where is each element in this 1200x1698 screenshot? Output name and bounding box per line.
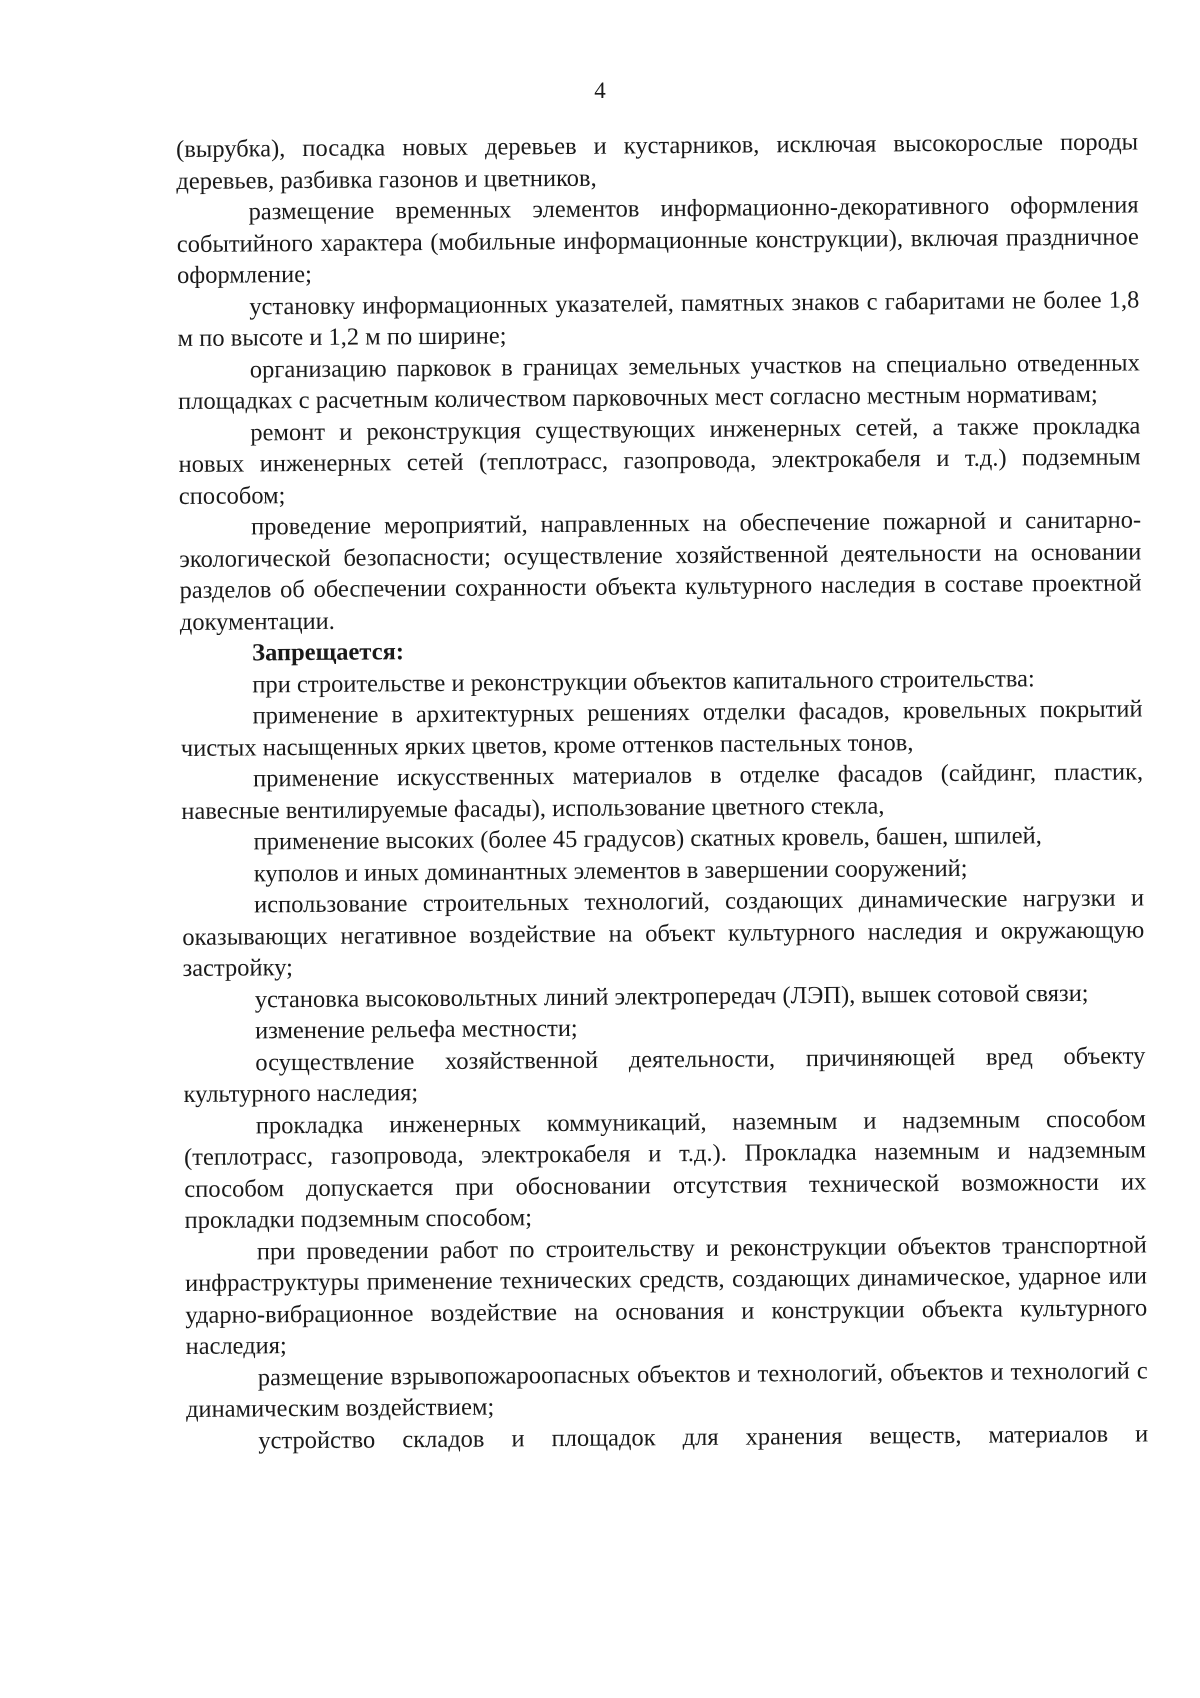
section-heading: Запрещается: bbox=[251, 638, 405, 667]
paragraph: куполов и иных доминантных элементов в завершении сооружений; bbox=[253, 854, 968, 887]
paragraph: осуществление хозяйственной деятельности, причиняющей вред объекту культурного наследия; bbox=[183, 1041, 1146, 1108]
paragraph: установку информационных указателей, памятных знаков с габаритами не более 1,8 м по высоте и 1,2 м по ширине; bbox=[177, 285, 1140, 352]
paragraph: организацию парковок в границах земельных участков на специально отведенных площадках с расчетным количеством парковочных мест согласно местным нормативам; bbox=[177, 348, 1140, 415]
document-body bbox=[176, 126, 1148, 1457]
paragraph: применение высоких (более 45 градусов) скатных кровель, башен, шпилей, bbox=[253, 822, 1042, 856]
page-number: 4 bbox=[594, 78, 606, 103]
paragraph: при проведении работ по строительству и реконструкции объектов транспортной инфраструктуры применение технических средств, создающих динамическое, ударное или ударно-вибрационное воздействие на основания и конструкции объекта культурного наследия; bbox=[184, 1230, 1148, 1360]
paragraph: изменение рельефа местности; bbox=[254, 1014, 578, 1045]
paragraph: установка высоковольтных линий электропередач (ЛЭП), вышек сотовой связи; bbox=[254, 979, 1089, 1013]
paragraph: применение в архитектурных решениях отделки фасадов, кровельных покрытий чистых насыщенных ярких цветов, кроме оттенков пастельных тонов, bbox=[180, 695, 1143, 762]
paragraph: размещение временных элементов информационно-декоративного оформления событийного характера (мобильные информационные конструкции), включая праздничное оформление; bbox=[176, 191, 1139, 289]
paragraph: (вырубка), посадка новых деревьев и кустарников, исключая высокорослые породы деревьев, разбивка газонов и цветников, bbox=[176, 128, 1139, 195]
paragraph: использование строительных технологий, создающих динамические нагрузки и оказывающих негативное воздействие на объект культурного наследия и окружающую застройку; bbox=[182, 884, 1145, 982]
paragraph: устройство складов и площадок для хранения веществ, материалов и bbox=[258, 1419, 1149, 1454]
paragraph: ремонт и реконструкция существующих инженерных сетей, а также прокладка новых инженерных сетей (теплотрасс, газопровода, электрокабеля и т.д.) подземным способом; bbox=[178, 411, 1141, 510]
paragraph: при строительстве и реконструкции объектов капитального строительства: bbox=[252, 664, 1035, 698]
paragraph: проведение мероприятий, направленных на обеспечение пожарной и санитарно-экологической безопасности; осуществление хозяйственной деятельности на основании разделов об обеспечении сохранности объекта культурного наследия в составе проектной документации. bbox=[179, 506, 1142, 636]
paragraph: размещение взрывопожароопасных объектов и технологий, объектов и технологий с динамическим воздействием; bbox=[185, 1356, 1148, 1423]
paragraph: прокладка инженерных коммуникаций, наземным и надземным способом (теплотрасс, газопровода, электрокабеля и т.д.). Прокладка наземным и надземным способом допускается при обосновании отсутствия технической возможности их прокладки подземным способом; bbox=[183, 1104, 1147, 1234]
paragraph: применение искусственных материалов в отделке фасадов (сайдинг, пластик, навесные вентилируемые фасады), использование цветного стекла, bbox=[181, 758, 1144, 825]
